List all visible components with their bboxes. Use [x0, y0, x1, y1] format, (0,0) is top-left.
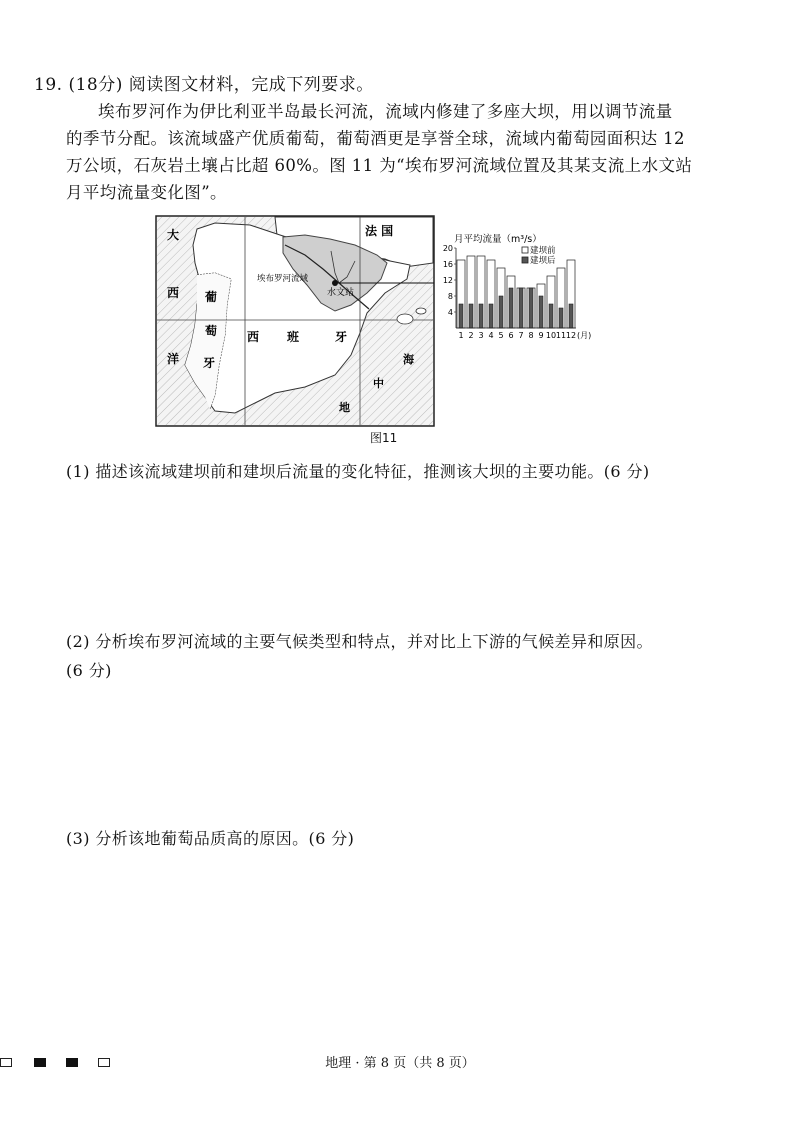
subquestion-3: (3) 分析该地葡萄品质高的原因。(6 分)	[66, 829, 355, 848]
label-ocean-3: 洋	[167, 352, 180, 366]
question-number: 19.	[34, 75, 63, 95]
label-basin: 埃布罗河流域	[257, 274, 309, 284]
label-portugal-1: 葡	[205, 290, 218, 304]
figure-caption: 图11	[370, 431, 398, 445]
question-header	[34, 70, 374, 95]
y-tick-label: 12	[442, 276, 453, 285]
bar-after-month-1	[459, 304, 463, 328]
legend-after-label: 建坝后	[530, 256, 556, 266]
legend-swatch-before	[522, 247, 528, 253]
label-sea-2: 中	[373, 377, 384, 390]
material-line: 月平均流量变化图”。	[66, 183, 227, 202]
bar-after-month-5	[499, 296, 503, 328]
chart-title: 月平均流量（m³/s）	[454, 234, 542, 245]
x-axis-label: (月)	[577, 331, 592, 340]
y-tick-label: 4	[447, 308, 453, 317]
x-tick-label: 3	[478, 331, 484, 340]
bar-after-month-9	[539, 296, 543, 328]
label-sea-3: 地	[339, 401, 350, 414]
subquestion-1: (1) 描述该流域建坝前和建坝后流量的变化特征，推测该大坝的主要功能。(6 分)	[66, 462, 650, 481]
chart-legend	[522, 245, 556, 266]
x-tick-label: 4	[488, 331, 494, 340]
material-paragraph	[66, 98, 726, 206]
label-portugal-2: 萄	[205, 324, 218, 338]
legend-before-label: 建坝前	[530, 246, 556, 256]
question-score: (18分)	[68, 75, 123, 95]
x-tick-label: 6	[508, 331, 514, 340]
material-line: 万公顷，石灰岩土壤占比超 60%。图 11 为“埃布罗河流域位置及其某支流上水文站	[66, 156, 693, 175]
figure-11	[155, 215, 435, 427]
bar-after-month-10	[549, 304, 553, 328]
y-tick-label: 20	[442, 244, 453, 253]
x-tick-label: 11	[555, 331, 567, 340]
subquestion-2-line1: (2) 分析埃布罗河流域的主要气候类型和特点，并对比上下游的气候差异和原因。	[66, 632, 653, 651]
label-spain-2: 班	[287, 330, 300, 344]
x-tick-label: 1	[458, 331, 464, 340]
label-portugal-3: 牙	[203, 356, 216, 370]
bar-after-month-4	[489, 304, 493, 328]
label-ocean-1: 大	[167, 228, 180, 242]
bar-after-month-12	[569, 304, 573, 328]
flow-chart	[440, 230, 600, 348]
bar-after-month-6	[509, 288, 513, 328]
label-spain-3: 牙	[335, 330, 348, 344]
label-france: 法 国	[365, 224, 394, 238]
x-tick-label: 2	[468, 331, 474, 340]
bar-after-month-11	[559, 308, 563, 328]
label-ocean-2: 西	[167, 286, 180, 300]
balearic-island	[416, 308, 426, 314]
balearic-island	[397, 314, 413, 324]
label-spain-1: 西	[247, 330, 260, 344]
x-tick-label: 8	[528, 331, 534, 340]
label-sea-1: 海	[403, 353, 414, 366]
hydro-station-marker	[332, 280, 338, 286]
x-tick-label: 10	[545, 331, 557, 340]
bar-after-month-8	[529, 288, 533, 328]
legend-swatch-after	[522, 257, 528, 263]
bar-after-month-2	[469, 304, 473, 328]
x-tick-label: 12	[565, 331, 577, 340]
bar-after-month-3	[479, 304, 483, 328]
subquestion-2-line2: (6 分)	[66, 661, 112, 680]
y-tick-label: 16	[442, 260, 453, 269]
y-tick-label: 8	[447, 292, 453, 301]
bar-after-month-7	[519, 288, 523, 328]
x-tick-label: 5	[498, 331, 504, 340]
material-line: 的季节分配。该流域盛产优质葡萄，葡萄酒更是享誉全球，流域内葡萄园面积达 12	[66, 129, 685, 148]
label-station: 水文站	[327, 288, 355, 298]
question-instruction: 阅读图文材料，完成下列要求。	[128, 75, 374, 95]
subquestion-2	[66, 627, 736, 685]
x-tick-label: 9	[538, 331, 544, 340]
page-footer: 地理 · 第 8 页（共 8 页）	[325, 1056, 475, 1071]
material-line: 埃布罗河作为伊比利亚半岛最长河流，流域内修建了多座大坝，用以调节流量	[98, 102, 673, 121]
x-tick-label: 7	[518, 331, 524, 340]
